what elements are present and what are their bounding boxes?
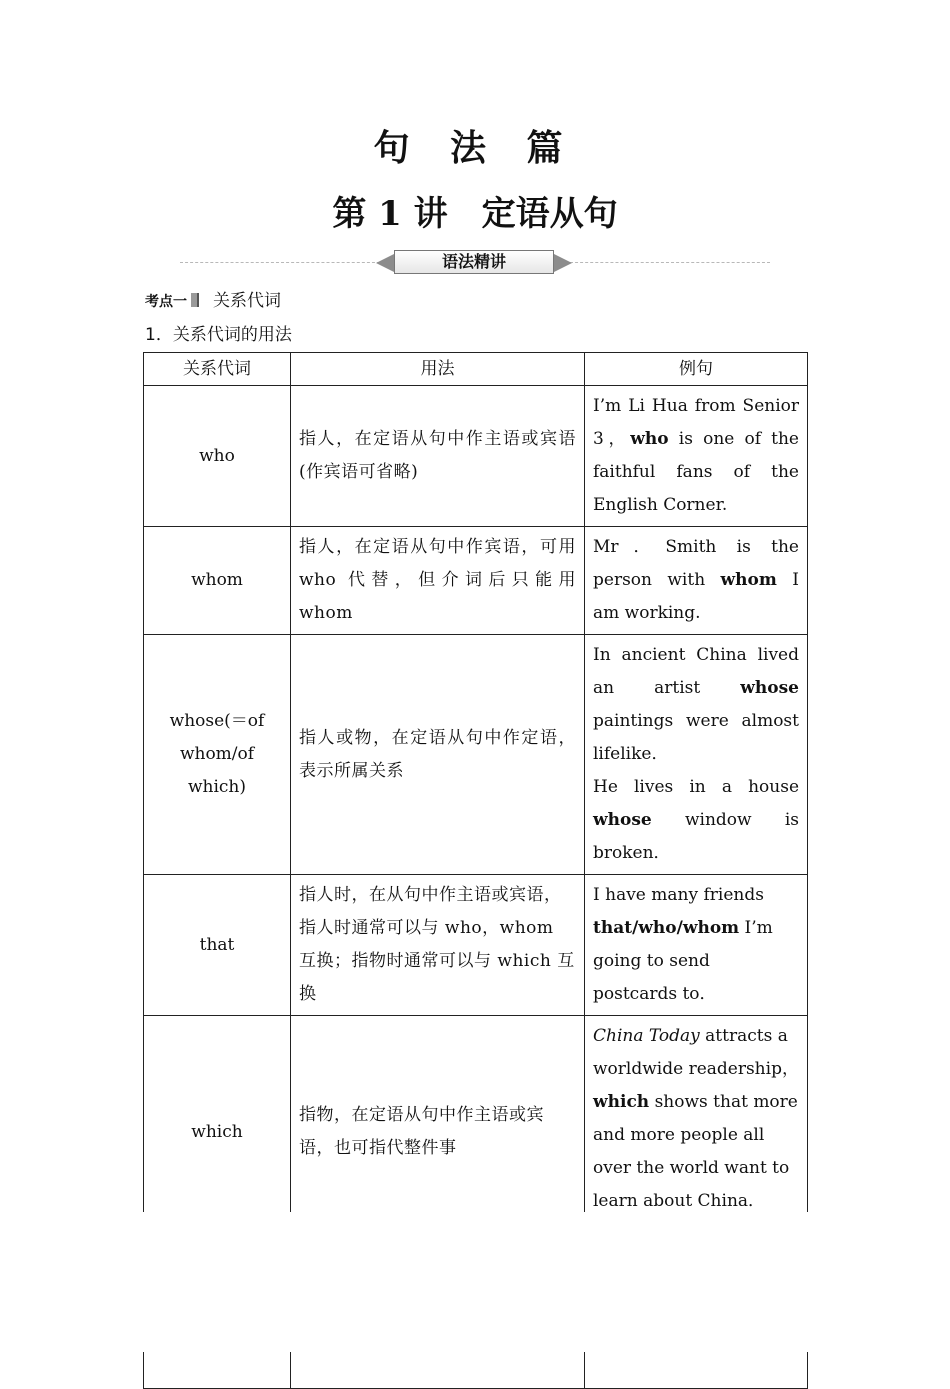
banner-divider-left — [180, 262, 380, 263]
column-header: 例句 — [585, 353, 808, 386]
column-header: 用法 — [291, 353, 585, 386]
usage-cell: 指人，在定语从句中作主语或宾语(作宾语可省略) — [291, 386, 585, 527]
banner-wing-left-icon — [376, 254, 394, 272]
part-title: 句 法 篇 — [373, 127, 577, 169]
exam-point-name: 关系代词 — [213, 291, 281, 311]
example-cell: Mr．Smith is the person with whom I am working. — [585, 527, 808, 635]
usage-cell: 指人时，在从句中作主语或宾语，指人时通常可以与 who，whom 互换；指物时通常可以与 which 互换 — [291, 875, 585, 1016]
usage-cell: 指物，在定语从句中作主语或宾语，也可指代整件事 — [291, 1016, 585, 1249]
usage-cell: 指人，在定语从句中作宾语，可用 who 代替，但介词后只能用 whom — [291, 527, 585, 635]
exam-point-marker-icon — [191, 293, 199, 307]
usage-cell: 指人或物，在定语从句中作定语，表示所属关系 — [291, 635, 585, 875]
example-cell: In ancient China lived an artist whose paintings were almost lifelike． He lives in a house whose window is broken． — [585, 635, 808, 875]
pronoun-cell: which — [144, 1016, 291, 1249]
banner-divider-right — [570, 262, 770, 263]
banner-wing-right-icon — [554, 254, 572, 272]
subheading: 1．关系代词的用法 — [145, 325, 292, 345]
pronoun-cell: that — [144, 875, 291, 1016]
table-row — [144, 386, 808, 527]
page-bottom-mask — [140, 1212, 820, 1352]
table-row — [144, 875, 808, 1016]
example-cell: China Today attracts a worldwide readership，which shows that more and more people all over the world want to learn about China． — [585, 1016, 808, 1249]
pronoun-cell: whom — [144, 527, 291, 635]
example-cell: I’m Li Hua from Senior 3，who is one of the faithful fans of the English Corner. — [585, 386, 808, 527]
table-row — [144, 635, 808, 875]
example-cell: I have many friends that/who/whom I’m going to send postcards to． — [585, 875, 808, 1016]
pronoun-cell: who — [144, 386, 291, 527]
column-header: 关系代词 — [144, 353, 291, 386]
lecture-title: 第 1 讲 定语从句 — [332, 194, 618, 234]
banner-label: 语法精讲 — [394, 250, 554, 274]
exam-point-heading — [145, 286, 281, 311]
section-banner — [180, 250, 770, 276]
pronoun-cell: whose(＝of whom/of which) — [144, 635, 291, 875]
table-row — [144, 527, 808, 635]
exam-point-tag: 考点一 — [145, 294, 187, 310]
table-header-row — [144, 353, 808, 386]
